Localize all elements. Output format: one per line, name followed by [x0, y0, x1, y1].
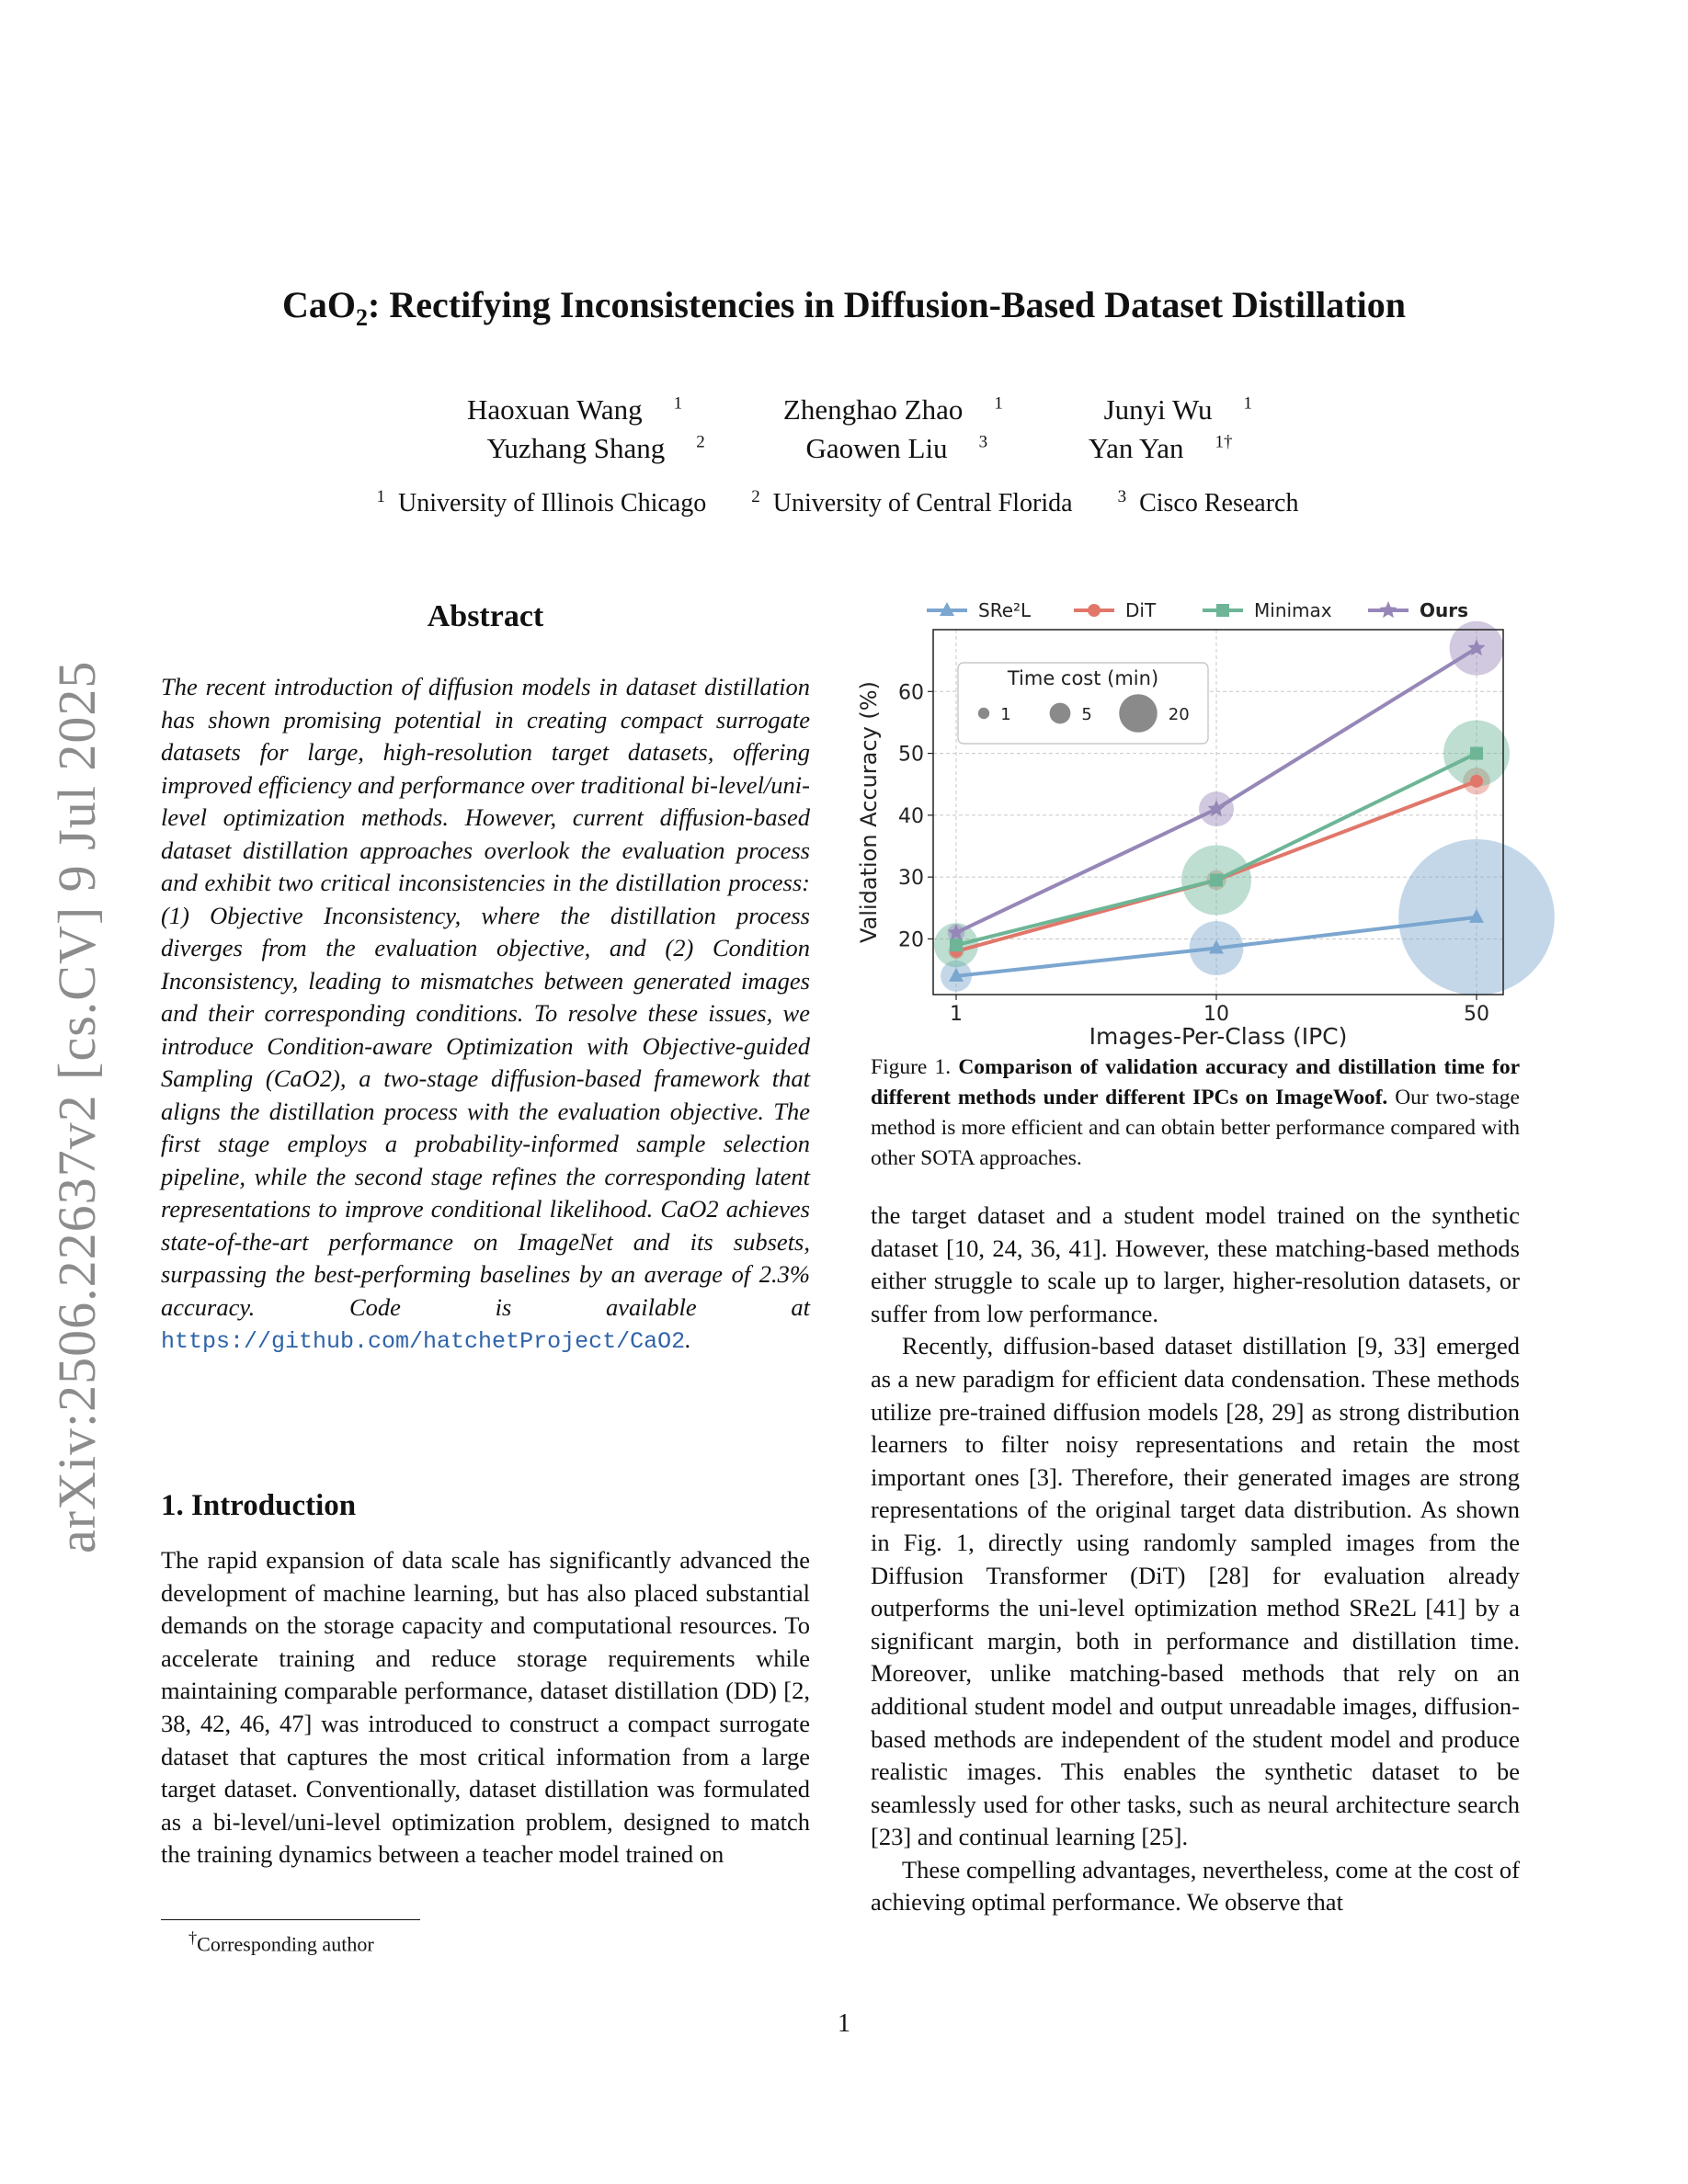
data-point [1210, 874, 1223, 887]
affiliation: $^1$ University of Illinois Chicago [376, 487, 707, 518]
abstract-body: The recent introduction of diffusion models in dataset distillation has shown promising potential in creating compact surrogate datasets for large, high-resolution target datasets, offering improved efficiency and performance over traditional bi-level/uni-level optimization methods. However, current diffusion-based dataset distillation approaches overlook the evaluation process and exhibit two critical inconsistencies in the distillation process: (1) Objective Inconsistency, where the distillation process diverges from the evaluation objective, and (2) Condition Inconsistency, leading to mismatches between generated images and their corresponding conditions. To resolve these issues, we introduce Condition-aware Optimization with Objective-guided Sampling (CaO2), a two-stage diffusion-based framework that aligns the distillation process with the evaluation objective. The first stage employs a probability-informed sample selection pipeline, while the second stage refines the corresponding latent representations to improve conditional likelihood. CaO2 achieves state-of-the-art performance on ImageNet and its subsets, surpassing the best-performing baselines by an average of 2.3% accuracy. Code is available at https://github.com/hatchetProject/CaO2. [161, 673, 810, 1355]
title-pre: CaO [282, 284, 357, 325]
y-tick-label: 40 [898, 804, 924, 828]
authors-row-1 [0, 393, 1688, 427]
y-tick-label: 20 [898, 928, 924, 952]
caption-label: Figure 1. [871, 1055, 952, 1079]
legend-label: SRe²L [978, 599, 1032, 621]
intro-body [161, 1544, 810, 1871]
intro-heading: 1. Introduction [161, 1489, 357, 1522]
data-point [950, 938, 963, 951]
author: Junyi Wu $^1$ [1103, 393, 1252, 426]
legend-label: DiT [1125, 599, 1157, 621]
footnote-rule [161, 1919, 420, 1920]
abstract-text: The recent introduction of diffusion models in dataset distillation has shown promising potential in creating compact surrogate datasets for large, high-resolution target datasets, offering improved efficiency and performance over traditional bi-level/uni-level optimization methods. However, current diffusion-based dataset distillation approaches overlook the evaluation process and exhibit two critical inconsistencies in the distillation process: (1) Objective Inconsistency, where the distillation process diverges from the evaluation objective, and (2) Condition Inconsistency, leading to mismatches between generated images and their corresponding conditions. To resolve these issues, we introduce Condition-aware Optimization with Objective-guided Sampling (CaO2), a two-stage diffusion-based framework that aligns the distillation process with the evaluation objective. The first stage employs a probability-informed sample selection pipeline, while the second stage refines the corresponding latent representations to improve conditional likelihood. CaO2 achieves state-of-the-art performance on ImageNet and its subsets, surpassing the best-performing baselines by an average of 2.3% accuracy. Code is available at [161, 673, 810, 1321]
author: Yan Yan $^{1\dagger}$ [1088, 432, 1233, 464]
legend-label: Ours [1420, 599, 1469, 621]
size-legend-title: Time cost (min) [1007, 667, 1159, 689]
figure-caption [871, 1052, 1520, 1174]
author: Haoxuan Wang $^1$ [467, 393, 683, 426]
x-axis-label: Images-Per-Class (IPC) [1089, 1023, 1348, 1050]
affiliation: $^3$ Cisco Research [1117, 487, 1299, 518]
affiliations [0, 487, 1688, 518]
author: Zhenghao Zhao $^1$ [782, 393, 1003, 426]
title-post: : Rectifying Inconsistencies in Diffusion-Based Dataset Distillation [368, 284, 1406, 325]
caption-bold: Comparison of validation accuracy and distillation time for different methods under different IPCs on ImageWoof. [871, 1055, 1521, 1109]
caption-rest: Our two-stage method is more efficient and can obtain better performance compared with other SOTA approaches. [871, 1086, 1520, 1170]
right-column-body [871, 1200, 1520, 1919]
author: Gaowen Liu $^3$ [805, 432, 988, 464]
author: Yuzhang Shang $^2$ [486, 432, 705, 464]
paragraph: Recently, diffusion-based dataset distillation [9, 33] emerged as a new paradigm for efficient data condensation. These methods utilize pre-trained diffusion models [28, 29] as strong distribution learners to filter noisy representations and retain the most important ones [3]. Therefore, their generated images are strong representations of the original target data distribution. As shown in Fig. 1, directly using randomly sampled images from the Diffusion Transformer (DiT) [28] for evaluation already outperforms the uni-level optimization method SRe2L [41] by a significant margin, both in performance and distillation time. Moreover, unlike matching-based methods that rely on an additional student model and output unreadable images, diffusion-based methods are independent of the student model and produce realistic images. This enables the synthetic dataset to be seamlessly used for other tasks, such as neural architecture search [23] and continual learning [25]. [871, 1332, 1520, 1851]
page-number: 1 [838, 2009, 850, 2038]
intro-paragraph: The rapid expansion of data scale has significantly advanced the development of machine learning, but has also placed substantial demands on the storage capacity and computational resources. To accelerate training and reduce storage requirements while maintaining comparable performance, dataset distillation (DD) [2, 38, 42, 46, 47] was introduced to construct a compact surrogate dataset that captures the most critical information from a large target dataset. Conventionally, dataset distillation was formulated as a bi-level/uni-level optimization problem, designed to match the training dynamics between a teacher model trained on [161, 1546, 810, 1869]
size-legend-marker [1119, 694, 1158, 733]
paragraph: These compelling advantages, nevertheless, come at the cost of achieving optimal performance. We observe that [871, 1855, 1520, 1917]
data-point [1470, 747, 1483, 760]
x-tick-label: 10 [1203, 1003, 1229, 1026]
legend-label: Minimax [1254, 599, 1332, 621]
paragraph: the target dataset and a student model trained on the synthetic dataset [10, 24, 36, 41]. However, these matching-based methods either struggle to scale up to larger, higher-resolution datasets, or suffer from low performance. [871, 1201, 1520, 1327]
arxiv-stamp: arXiv:2506.22637v2 [cs.CV] 9 Jul 2025 [47, 660, 107, 1553]
x-tick-label: 1 [950, 1003, 963, 1026]
paper-title [0, 283, 1688, 332]
legend-marker [1380, 601, 1397, 618]
size-legend-marker [978, 708, 989, 719]
y-tick-label: 50 [898, 743, 924, 767]
abstract-heading: Abstract [427, 599, 544, 633]
affiliation: $^2$ University of Central Florida [751, 487, 1073, 518]
authors-row-2 [0, 432, 1688, 465]
size-legend-marker [1050, 703, 1071, 724]
y-axis-label: Validation Accuracy (%) [856, 681, 882, 943]
legend-marker [1088, 604, 1101, 617]
size-legend-label: 1 [1000, 705, 1011, 724]
size-legend-label: 20 [1168, 705, 1190, 724]
data-point [1470, 775, 1483, 788]
legend-marker [1216, 604, 1229, 617]
x-tick-label: 50 [1464, 1003, 1489, 1026]
figure-1-chart [856, 597, 1526, 1050]
y-tick-label: 30 [898, 867, 924, 891]
y-tick-label: 60 [898, 681, 924, 705]
footnote: †Corresponding author [188, 1928, 374, 1956]
code-link[interactable]: https://github.com/hatchetProject/CaO2 [161, 1328, 686, 1355]
size-legend-label: 5 [1081, 705, 1092, 724]
title-sub: 2 [356, 304, 369, 331]
